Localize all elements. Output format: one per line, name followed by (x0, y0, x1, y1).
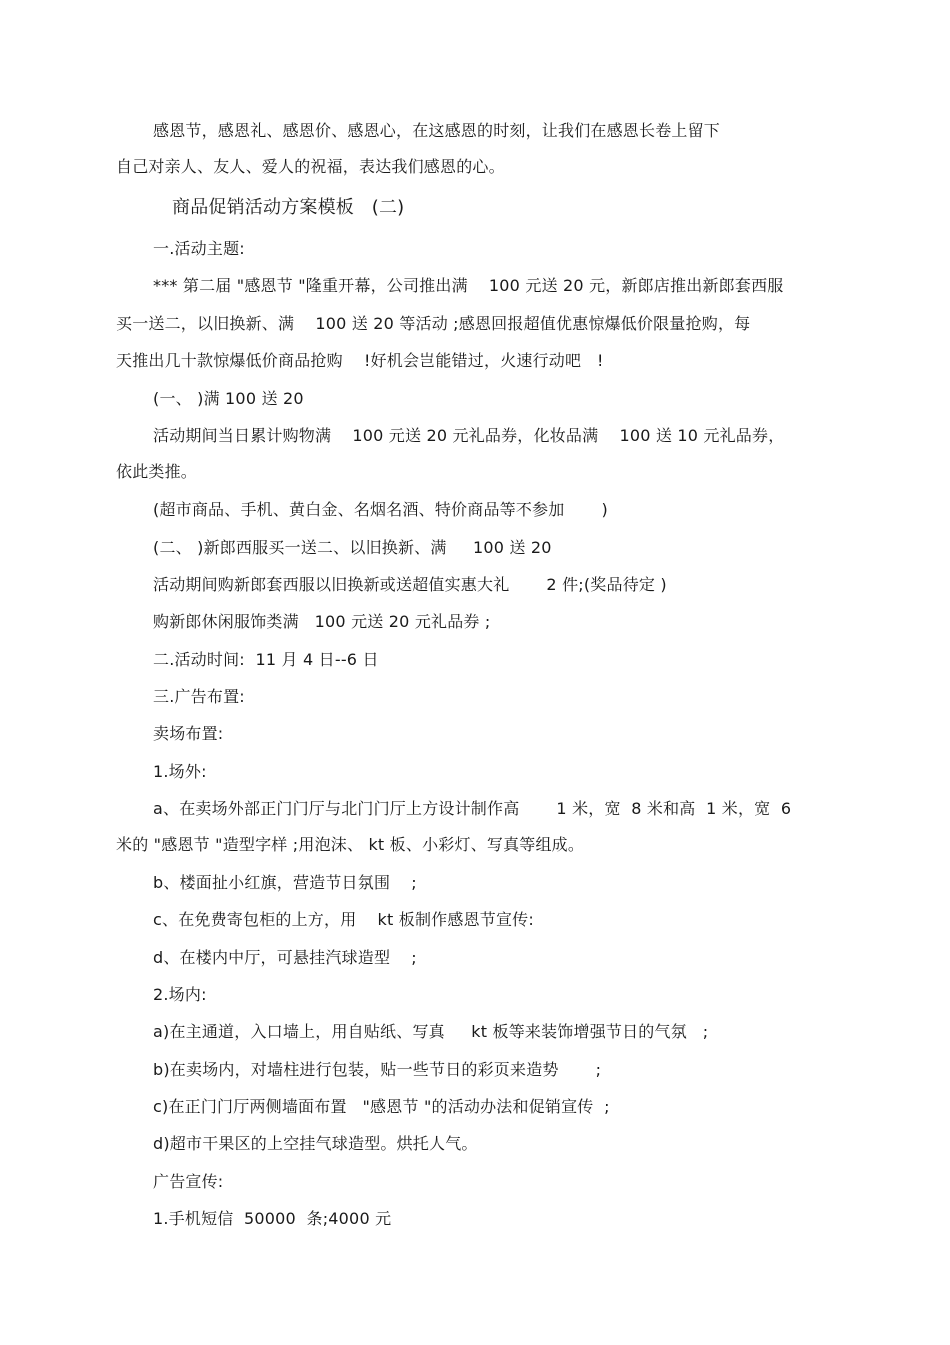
subsection-1-para-line-2: 依此类推。 (116, 462, 198, 481)
outside-heading: 1.场外: (153, 762, 207, 781)
subsection-1-note: (超市商品、手机、黄白金、名烟名酒、特价商品等不参加 ) (153, 500, 608, 519)
section-1-para-line-2: 买一送二，以旧换新、满 100 送 20 等活动 ;感恩回报超值优惠惊爆低价限量抢购，每 (116, 314, 751, 333)
section-2-time: 二.活动时间: 11 月 4 日--6 日 (153, 650, 379, 669)
subsection-2-heading: (二、 )新郎西服买一送二、以旧换新、满 100 送 20 (153, 538, 552, 557)
outside-item-a-line-2: 米的 "感恩节 "造型字样 ;用泡沫、 kt 板、小彩灯、写真等组成。 (116, 835, 585, 854)
outside-item-d: d、在楼内中厅，可悬挂汽球造型 ; (153, 948, 417, 967)
section-1-para-line-3: 天推出几十款惊爆低价商品抢购 !好机会岂能错过，火速行动吧 ! (116, 351, 604, 370)
subsection-1-para-line-1: 活动期间当日累计购物满 100 元送 20 元礼品券，化妆品满 100 送 10 元礼品券， (153, 426, 785, 445)
venue-layout-heading: 卖场布置: (153, 724, 224, 743)
subsection-1-heading: (一、 )满 100 送 20 (153, 389, 304, 408)
inside-heading: 2.场内: (153, 985, 207, 1004)
outside-item-c: c、在免费寄包柜的上方，用 kt 板制作感恩节宣传: (153, 910, 534, 929)
document-title: 商品促销活动方案模板 (二) (172, 197, 405, 218)
intro-line-2: 自己对亲人、友人、爱人的祝福，表达我们感恩的心。 (116, 157, 505, 176)
inside-item-d: d)超市干果区的上空挂气球造型。烘托人气。 (153, 1134, 478, 1153)
inside-item-c: c)在正门门厅两侧墙面布置 "感恩节 "的活动办法和促销宣传 ; (153, 1097, 610, 1116)
subsection-2-line-1: 活动期间购新郎套西服以旧换新或送超值实惠大礼 2 件;(奖品待定 ) (153, 575, 667, 594)
outside-item-b: b、楼面扯小红旗，营造节日氛围 ; (153, 873, 417, 892)
intro-line-1: 感恩节，感恩礼、感恩价、感恩心，在这感恩的时刻，让我们在感恩长卷上留下 (153, 121, 721, 140)
subsection-2-line-2: 购新郎休闲服饰类满 100 元送 20 元礼品券 ; (153, 612, 491, 631)
section-3-heading: 三.广告布置: (153, 687, 245, 706)
section-1-heading: 一.活动主题: (153, 239, 245, 258)
inside-item-a: a)在主通道，入口墙上，用自贴纸、写真 kt 板等来装饰增强节日的气氛 ; (153, 1022, 709, 1041)
inside-item-b: b)在卖场内，对墙柱进行包装，贴一些节日的彩页来造势 ; (153, 1060, 602, 1079)
outside-item-a-line-1: a、在卖场外部正门门厅与北门门厅上方设计制作高 1 米，宽 8 米和高 1 米，宽 6 (153, 799, 792, 818)
section-1-para-line-1: *** 第二届 "感恩节 "隆重开幕，公司推出满 100 元送 20 元，新郎店推出新郎套西服 (153, 276, 784, 295)
ads-heading: 广告宣传: (153, 1172, 224, 1191)
ads-item-1: 1.手机短信 50000 条;4000 元 (153, 1209, 392, 1228)
